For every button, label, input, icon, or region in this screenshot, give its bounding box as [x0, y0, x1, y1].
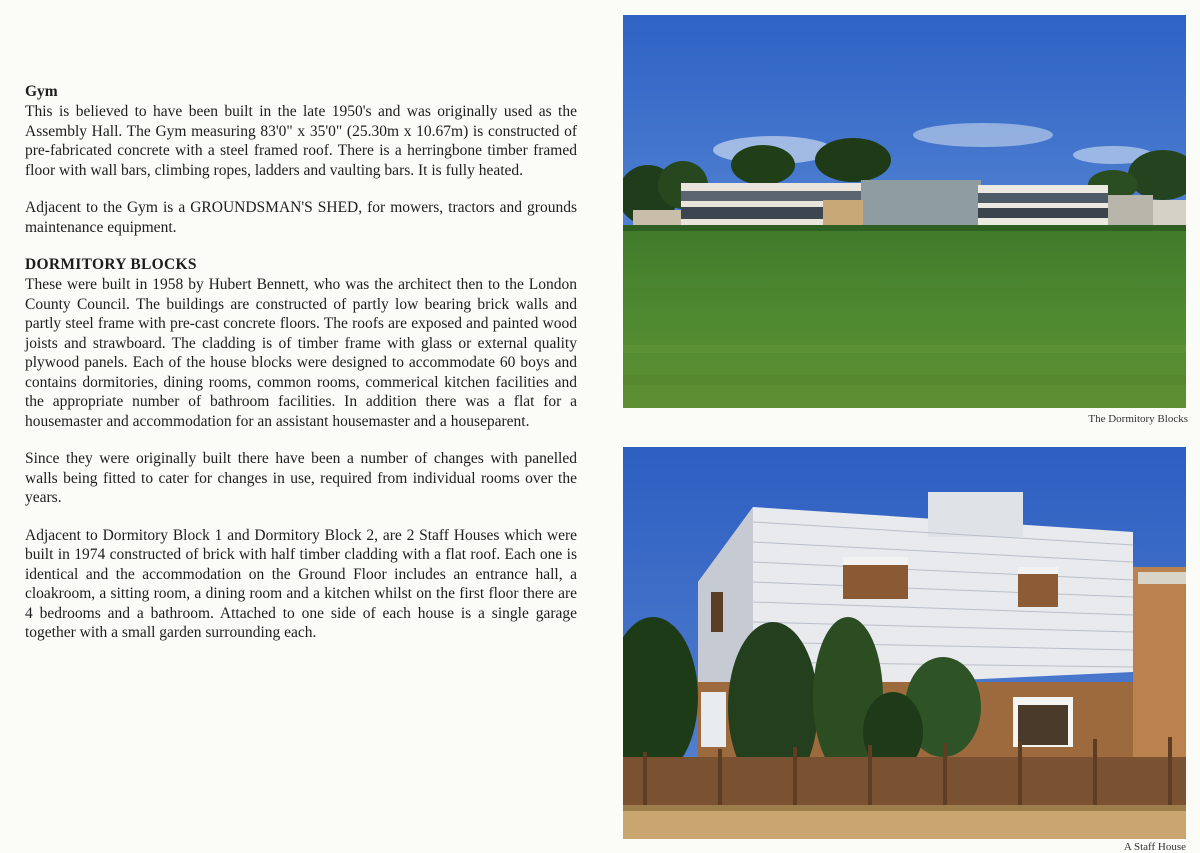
groundsman-shed-paragraph: Adjacent to the Gym is a GROUNDSMAN'S SHED, for mowers, tractors and grounds maintenance equipment.	[25, 199, 577, 236]
dormitory-blocks-photo	[623, 15, 1186, 408]
text-column	[25, 82, 577, 643]
staff-house-caption: A Staff House	[1123, 841, 1186, 853]
dormitory-paragraph: These were built in 1958 by Hubert Bennett, who was the architect then to the London County Council. The buildings are constructed of partly low bearing brick walls and partly steel frame with pre-cast concrete floors. The roofs are exposed and painted wood joists and strawboard. The cladding is of timber frame with glass or external quality plywood panels. Each of the house blocks were designed to accommodate 60 boys and contains dormitories, dining rooms, common rooms, commerical kitchen facilities and the appropriate number of bathroom facilities. In addition there was a flat for a housemaster and accommodation for an assistant housemaster and a houseparent.	[25, 276, 577, 430]
gym-heading: Gym	[25, 83, 58, 100]
staff-houses-paragraph: Adjacent to Dormitory Block 1 and Dormitory Block 2, are 2 Staff Houses which were built in 1974 constructed of brick with half timber cladding with a flat roof. Each one is identical and the accommodation on the Ground Floor includes an entrance hall, a cloakroom, a sitting room, a dining room and a kitchen whilst on the first floor there are 4 bedrooms and a bathroom. Attached to one side of each house is a single garage together with a small garden surrounding each.	[25, 526, 577, 641]
staff-house-photo	[623, 447, 1186, 839]
dormitory-blocks-caption: The Dormitory Blocks	[1088, 413, 1188, 425]
dormitory-heading: DORMITORY BLOCKS	[25, 256, 197, 273]
changes-paragraph: Since they were originally built there have been a number of changes with panelled walls being fitted to cater for changes in use, required from individual rooms over the years.	[25, 450, 577, 506]
gym-paragraph: This is believed to have been built in the late 1950's and was originally used as the Assembly Hall. The Gym measuring 83'0" x 35'0" (25.30m x 10.67m) is constructed of pre-fabricated concrete with a steel framed roof. There is a herringbone timber framed floor with wall bars, climbing ropes, ladders and vaulting bars. It is fully heated.	[25, 103, 577, 179]
